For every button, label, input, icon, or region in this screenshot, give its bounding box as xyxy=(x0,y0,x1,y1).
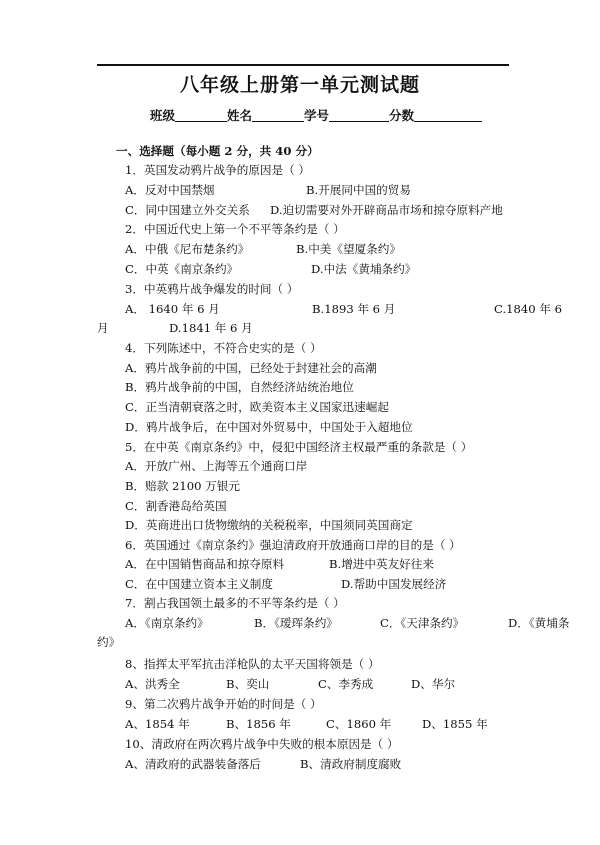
q5-stem: 5．在中英《南京条约》中，侵犯中国经济主权最严重的条款是（ ） xyxy=(125,440,473,454)
q8-option-d: D、华尔 xyxy=(411,677,456,691)
q7-option-b: B．《瑷珲条约》 xyxy=(254,616,338,630)
q10-option-b: B、清政府制度腐败 xyxy=(300,757,402,771)
score-blank xyxy=(414,109,482,122)
q1-option-c: C．同中国建立外交关系 xyxy=(125,203,250,217)
q1-option-d: D.迫切需要对外开辟商品市场和掠夺原料产地 xyxy=(270,203,503,217)
q2-stem: 2．中国近代史上第一个不平等条约是（ ） xyxy=(125,222,345,236)
q8-stem: 8、指挥太平军抗击洋枪队的太平天国将领是（ ） xyxy=(125,657,380,671)
q9-stem: 9、第二次鸦片战争开始的时间是（ ） xyxy=(125,697,322,711)
q4-option-a: A．鸦片战争前的中国，已经处于封建社会的高潮 xyxy=(125,361,377,375)
q8-option-a: A、洪秀全 xyxy=(125,677,180,691)
q5-option-d: D．英商进出口货物缴纳的关税税率，中国须同英国商定 xyxy=(125,518,413,532)
class-blank xyxy=(175,109,227,122)
q9-option-d: D、1855 年 xyxy=(422,717,488,731)
q7-option-c: C．《天津条约》 xyxy=(380,616,465,630)
q7-option-d-cont: 约》 xyxy=(97,635,121,649)
q4-stem: 4．下列陈述中，不符合史实的是（ ） xyxy=(125,341,322,355)
class-label: 班级 xyxy=(150,108,176,123)
q4-option-d: D．鸦片战争后，在中国对外贸易中，中国处于入超地位 xyxy=(125,420,413,434)
name-label: 姓名 xyxy=(227,108,253,123)
section-heading: 一、选择题（每小题 2 分，共 40 分） xyxy=(116,144,319,158)
q3-option-c: C.1840 年 6 xyxy=(494,302,562,316)
q6-option-c: C．在中国建立资本主义制度 xyxy=(125,577,273,591)
q9-option-a: A、1854 年 xyxy=(125,717,190,731)
q7-option-d: D．《黄埔条 xyxy=(508,616,570,630)
q7-option-a: A．《南京条约》 xyxy=(125,616,209,630)
q3-option-a: A． 1640 年 6 月 xyxy=(125,302,220,316)
q5-option-b: B．赔款 2100 万银元 xyxy=(125,479,240,493)
q6-option-d: D.帮助中国发展经济 xyxy=(341,577,447,591)
q3-option-d: D.1841 年 6 月 xyxy=(169,321,253,335)
q2-option-d: D.中法《黄埔条约》 xyxy=(311,262,417,276)
q9-option-b: B、1856 年 xyxy=(226,717,291,731)
q2-option-a: A．中俄《尼布楚条约》 xyxy=(125,242,250,256)
student-info-row xyxy=(150,106,482,124)
q10-stem: 10、清政府在两次鸦片战争中失败的根本原因是（ ） xyxy=(125,737,399,751)
name-blank xyxy=(252,109,304,122)
q4-option-c: C．正当清朝衰落之时，欧美资本主义国家迅速崛起 xyxy=(125,400,389,414)
number-blank xyxy=(329,109,389,122)
page-title: 八年级上册第一单元测试题 xyxy=(179,74,420,96)
q6-option-a: A．在中国销售商品和掠夺原料 xyxy=(125,557,285,571)
q3-stem: 3．中英鸦片战争爆发的时间（ ） xyxy=(125,282,299,296)
q6-stem: 6．英国通过《南京条约》强迫清政府开放通商口岸的目的是（ ） xyxy=(125,538,461,552)
q7-stem: 7．割占我国领土最多的不平等条约是（ ） xyxy=(125,596,345,610)
q5-option-c: C．割香港岛给英国 xyxy=(125,499,227,513)
q9-option-c: C、1860 年 xyxy=(326,717,392,731)
q2-option-b: B.中美《望厦条约》 xyxy=(296,242,401,256)
q3-option-b: B.1893 年 6 月 xyxy=(312,302,396,316)
q10-option-a: A、清政府的武器装备落后 xyxy=(125,757,261,771)
q8-option-c: C、李秀成 xyxy=(318,677,374,691)
q6-option-b: B.增进中英友好往来 xyxy=(329,557,434,571)
q5-option-a: A．开放广州、上海等五个通商口岸 xyxy=(125,459,308,473)
q4-option-b: B．鸦片战争前的中国，自然经济站统治地位 xyxy=(125,380,354,394)
q3-option-c-cont: 月 xyxy=(97,321,109,335)
q1-option-a: A．反对中国禁烟 xyxy=(125,183,215,197)
q1-option-b: B.开展同中国的贸易 xyxy=(306,183,411,197)
header-rule xyxy=(97,64,509,66)
score-label: 分数 xyxy=(389,108,415,123)
number-label: 学号 xyxy=(304,108,330,123)
q8-option-b: B、奕山 xyxy=(226,677,270,691)
q2-option-c: C．中英《南京条约》 xyxy=(125,262,239,276)
q1-stem: 1．英国发动鸦片战争的原因是（ ） xyxy=(125,163,310,177)
